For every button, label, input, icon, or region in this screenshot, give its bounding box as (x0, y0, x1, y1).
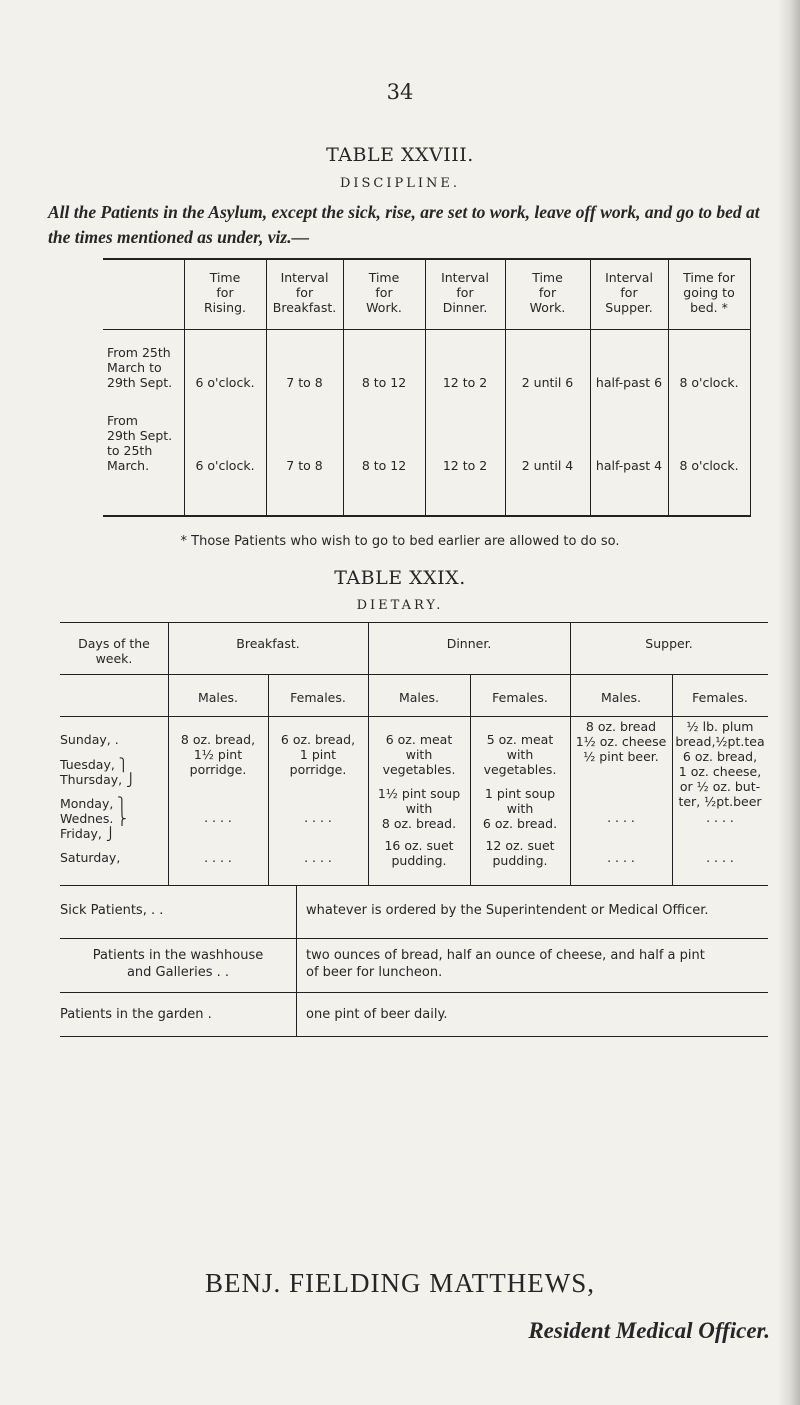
table28-footnote: * Those Patients who wish to go to bed earlier are allowed to do so. (180, 534, 620, 549)
breakfast-females: 6 oz. bread, 1 pint porridge. (280, 732, 356, 777)
table29-body-end-rule (60, 885, 768, 886)
day-sunday: Sunday, . (60, 732, 119, 747)
header-dinner: Dinner. (446, 636, 492, 651)
summer-supper: half-past 6 (595, 375, 663, 390)
breakfast-females-ditto-2: . . . . (304, 850, 332, 865)
summer-bed: 8 o'clock. (679, 375, 739, 390)
table29-subtitle: DIETARY. (356, 598, 444, 613)
subheader-breakfast-females: Females. (290, 690, 346, 705)
breakfast-males-ditto-2: . . . . (204, 850, 232, 865)
breakfast-females-ditto-1: . . . . (304, 810, 332, 825)
extra-label-washhouse: Patients in the washhouse and Galleries . . (92, 948, 264, 980)
table29-subheader-rule (60, 716, 768, 717)
table28-header-rule (103, 329, 751, 330)
header-time-work-afternoon: Time for Work. (529, 270, 566, 315)
signature-title: Resident Medical Officer. (528, 1318, 770, 1343)
supper-females: ½ lb. plum bread,½pt.tea 6 oz. bread, 1 oz. cheese, or ½ oz. but- ter, ½pt.beer (675, 719, 765, 809)
header-time-bed: Time for going to bed. * (683, 270, 735, 315)
table28-subtitle: DISCIPLINE. (339, 176, 461, 191)
summer-breakfast: 7 to 8 (286, 375, 323, 390)
winter-work-morning: 8 to 12 (361, 458, 407, 473)
page-edge-shadow (778, 0, 800, 1405)
extra-text-garden: one pint of beer daily. (306, 1007, 448, 1022)
header-interval-breakfast: Interval for Breakfast. (272, 270, 337, 315)
supper-males-ditto-2: . . . . (607, 850, 635, 865)
winter-dinner: 12 to 2 (442, 458, 488, 473)
table29-washhouse-rule (60, 992, 768, 993)
dinner-soup-females: 1 pint soup with 6 oz. bread. (482, 786, 558, 831)
table28-intro: All the Patients in the Asylum, except the sick, rise, are set to work, leave off work, and go to bed at the times mentioned as under, viz.— (48, 202, 760, 247)
day-saturday: Saturday, (60, 850, 121, 865)
supper-males: 8 oz. bread 1½ oz. cheese ½ pint beer. (575, 719, 667, 764)
winter-period-label: From 29th Sept. to 25th March. (107, 413, 173, 473)
summer-rising: 6 o'clock. (195, 375, 255, 390)
table29-group-rule (60, 674, 768, 675)
breakfast-males-ditto-1: . . . . (204, 810, 232, 825)
table28-col-rule (750, 260, 751, 515)
header-time-work: Time for Work. (366, 270, 402, 315)
dinner-suet-males: 16 oz. suet pudding. (384, 838, 454, 868)
summer-period-label: From 25th March to 29th Sept. (107, 345, 173, 390)
extra-label-sick: Sick Patients, . . (60, 903, 164, 918)
table29-title: TABLE XXIX. (334, 567, 466, 589)
header-time-rising: Time for Rising. (204, 270, 246, 315)
header-interval-dinner: Interval for Dinner. (441, 270, 489, 315)
signature-name: BENJ. FIELDING MATTHEWS, (205, 1268, 595, 1298)
breakfast-males: 8 oz. bread, 1½ pint porridge. (180, 732, 256, 777)
table29-top-rule (60, 622, 768, 623)
supper-females-ditto-2: . . . . (706, 850, 734, 865)
subheader-breakfast-males: Males. (197, 690, 239, 705)
winter-work-afternoon: 2 until 4 (521, 458, 574, 473)
subheader-supper-males: Males. (600, 690, 642, 705)
subheader-dinner-males: Males. (398, 690, 440, 705)
day-monday-wednesday-friday: Monday, ⎫ Wednes. ⎬ Friday, ⎭ (60, 796, 127, 841)
table28-title: TABLE XXVIII. (326, 144, 474, 166)
dinner-meat-males: 6 oz. meat with vegetables. (382, 732, 456, 777)
extra-label-garden: Patients in the garden . (60, 1007, 212, 1022)
winter-supper: half-past 4 (595, 458, 663, 473)
header-supper: Supper. (645, 636, 693, 651)
extra-text-washhouse: two ounces of bread, half an ounce of cheese, and half a pint of beer for luncheon. (306, 948, 705, 980)
header-breakfast: Breakfast. (236, 636, 300, 651)
dinner-meat-females: 5 oz. meat with vegetables. (483, 732, 557, 777)
summer-work-morning: 8 to 12 (361, 375, 407, 390)
supper-females-ditto-1: . . . . (706, 810, 734, 825)
winter-bed: 8 o'clock. (679, 458, 739, 473)
day-tuesday-thursday: Tuesday, ⎫ Thursday, ⎭ (60, 757, 136, 787)
supper-males-ditto-1: . . . . (607, 810, 635, 825)
dinner-soup-males: 1½ pint soup with 8 oz. bread. (377, 786, 461, 831)
subheader-dinner-females: Females. (492, 690, 548, 705)
table28-top-rule (103, 258, 751, 260)
extra-text-sick: whatever is ordered by the Superintendent or Medical Officer. (306, 903, 709, 918)
winter-breakfast: 7 to 8 (286, 458, 323, 473)
page-number: 34 (386, 80, 414, 104)
table28-bottom-rule (103, 515, 751, 517)
summer-work-afternoon: 2 until 6 (521, 375, 574, 390)
subheader-supper-females: Females. (692, 690, 748, 705)
table29-sick-rule (60, 938, 768, 939)
summer-dinner: 12 to 2 (442, 375, 488, 390)
winter-rising: 6 o'clock. (195, 458, 255, 473)
header-interval-supper: Interval for Supper. (605, 270, 653, 315)
table29-extra-col-rule (296, 886, 297, 1036)
table29-bottom-rule (60, 1036, 768, 1037)
dinner-suet-females: 12 oz. suet pudding. (485, 838, 555, 868)
header-days-of-week: Days of the week. (78, 636, 150, 666)
